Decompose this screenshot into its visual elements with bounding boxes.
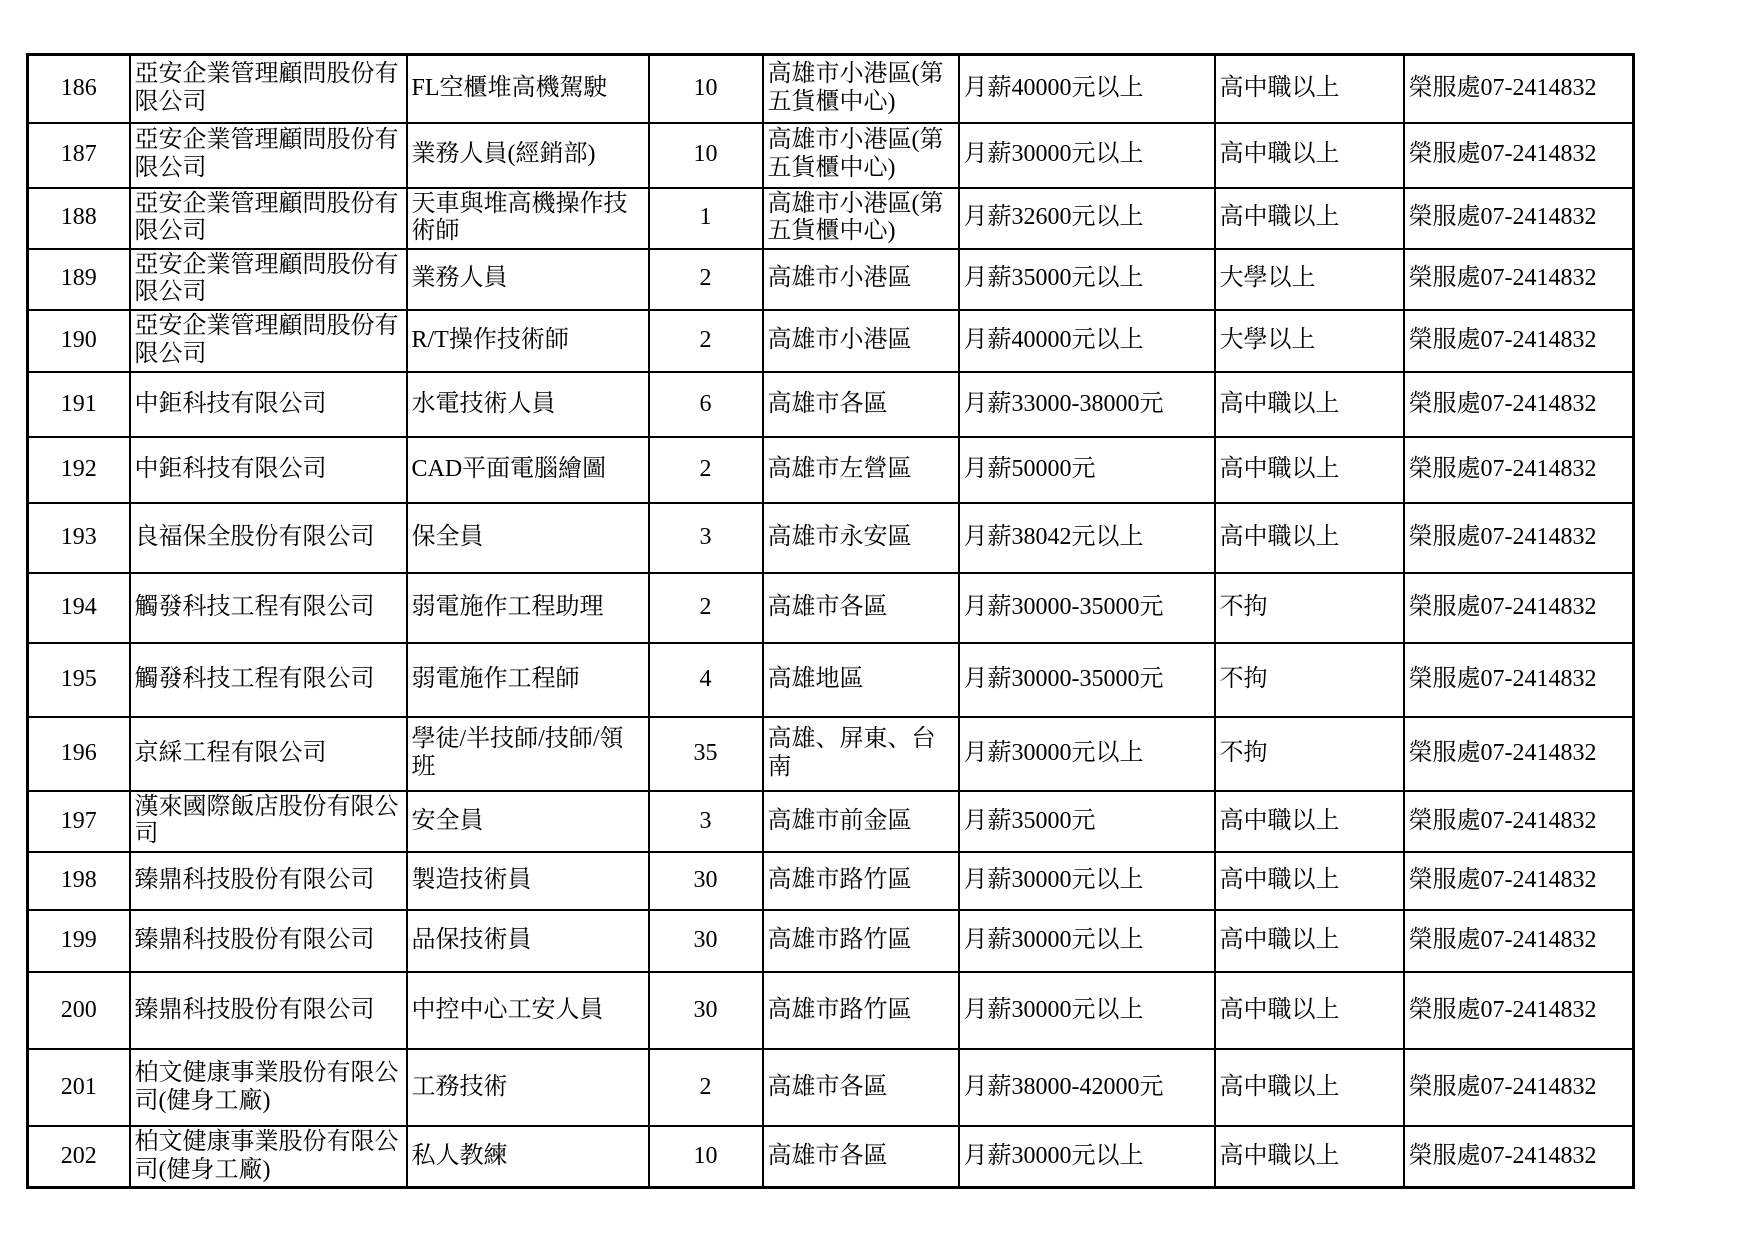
education-cell: 高中職以上	[1215, 791, 1404, 852]
openings-cell: 3	[649, 503, 763, 573]
education-cell: 不拘	[1215, 717, 1404, 791]
company-cell: 中鉅科技有限公司	[130, 437, 407, 503]
openings-cell: 2	[649, 1049, 763, 1126]
openings-cell: 2	[649, 573, 763, 643]
openings-cell: 30	[649, 910, 763, 972]
openings-cell: 10	[649, 1126, 763, 1188]
salary-cell: 月薪30000元以上	[959, 910, 1215, 972]
openings-cell: 30	[649, 852, 763, 910]
openings-cell: 2	[649, 310, 763, 372]
education-cell: 高中職以上	[1215, 503, 1404, 573]
row-number-cell: 189	[28, 249, 130, 310]
openings-cell: 4	[649, 643, 763, 717]
salary-cell: 月薪35000元以上	[959, 249, 1215, 310]
row-number-cell: 194	[28, 573, 130, 643]
salary-cell: 月薪38042元以上	[959, 503, 1215, 573]
salary-cell: 月薪38000-42000元	[959, 1049, 1215, 1126]
education-cell: 高中職以上	[1215, 1126, 1404, 1188]
education-cell: 高中職以上	[1215, 123, 1404, 188]
openings-cell: 35	[649, 717, 763, 791]
job-listing-table	[26, 53, 1635, 1189]
location-cell: 高雄市路竹區	[763, 852, 959, 910]
company-cell: 亞安企業管理顧問股份有限公司	[130, 249, 407, 310]
contact-cell: 榮服處07-2414832	[1404, 573, 1634, 643]
row-number-cell: 186	[28, 55, 130, 123]
table-row	[28, 437, 1634, 503]
table-row	[28, 1126, 1634, 1188]
row-number-cell: 192	[28, 437, 130, 503]
company-cell: 觸發科技工程有限公司	[130, 573, 407, 643]
row-number-cell: 199	[28, 910, 130, 972]
salary-cell: 月薪40000元以上	[959, 310, 1215, 372]
education-cell: 高中職以上	[1215, 972, 1404, 1049]
company-cell: 亞安企業管理顧問股份有限公司	[130, 310, 407, 372]
salary-cell: 月薪30000元以上	[959, 717, 1215, 791]
table-row	[28, 717, 1634, 791]
education-cell: 大學以上	[1215, 310, 1404, 372]
salary-cell: 月薪30000元以上	[959, 972, 1215, 1049]
table-row	[28, 852, 1634, 910]
job-title-cell: R/T操作技術師	[407, 310, 649, 372]
company-cell: 臻鼎科技股份有限公司	[130, 972, 407, 1049]
education-cell: 高中職以上	[1215, 188, 1404, 249]
location-cell: 高雄市永安區	[763, 503, 959, 573]
job-title-cell: 私人教練	[407, 1126, 649, 1188]
contact-cell: 榮服處07-2414832	[1404, 55, 1634, 123]
table-row	[28, 910, 1634, 972]
location-cell: 高雄市各區	[763, 1126, 959, 1188]
job-title-cell: 工務技術	[407, 1049, 649, 1126]
table-row	[28, 1049, 1634, 1126]
location-cell: 高雄市小港區	[763, 249, 959, 310]
company-cell: 京綵工程有限公司	[130, 717, 407, 791]
salary-cell: 月薪30000-35000元	[959, 643, 1215, 717]
contact-cell: 榮服處07-2414832	[1404, 372, 1634, 437]
education-cell: 高中職以上	[1215, 852, 1404, 910]
openings-cell: 2	[649, 249, 763, 310]
row-number-cell: 198	[28, 852, 130, 910]
row-number-cell: 202	[28, 1126, 130, 1188]
location-cell: 高雄市路竹區	[763, 972, 959, 1049]
education-cell: 不拘	[1215, 573, 1404, 643]
salary-cell: 月薪30000-35000元	[959, 573, 1215, 643]
contact-cell: 榮服處07-2414832	[1404, 123, 1634, 188]
education-cell: 大學以上	[1215, 249, 1404, 310]
company-cell: 亞安企業管理顧問股份有限公司	[130, 188, 407, 249]
row-number-cell: 196	[28, 717, 130, 791]
table-body	[28, 55, 1634, 1188]
contact-cell: 榮服處07-2414832	[1404, 437, 1634, 503]
salary-cell: 月薪30000元以上	[959, 1126, 1215, 1188]
openings-cell: 10	[649, 55, 763, 123]
table-row	[28, 310, 1634, 372]
job-title-cell: 學徒/半技師/技師/領班	[407, 717, 649, 791]
education-cell: 不拘	[1215, 643, 1404, 717]
salary-cell: 月薪40000元以上	[959, 55, 1215, 123]
job-title-cell: 弱電施作工程助理	[407, 573, 649, 643]
company-cell: 臻鼎科技股份有限公司	[130, 852, 407, 910]
table-row	[28, 372, 1634, 437]
table-row	[28, 249, 1634, 310]
row-number-cell: 200	[28, 972, 130, 1049]
table-row	[28, 573, 1634, 643]
job-title-cell: FL空櫃堆高機駕駛	[407, 55, 649, 123]
contact-cell: 榮服處07-2414832	[1404, 643, 1634, 717]
row-number-cell: 193	[28, 503, 130, 573]
contact-cell: 榮服處07-2414832	[1404, 249, 1634, 310]
row-number-cell: 197	[28, 791, 130, 852]
salary-cell: 月薪35000元	[959, 791, 1215, 852]
job-title-cell: 業務人員	[407, 249, 649, 310]
location-cell: 高雄市各區	[763, 573, 959, 643]
job-title-cell: 中控中心工安人員	[407, 972, 649, 1049]
job-title-cell: 品保技術員	[407, 910, 649, 972]
education-cell: 高中職以上	[1215, 55, 1404, 123]
location-cell: 高雄市小港區(第五貨櫃中心)	[763, 55, 959, 123]
contact-cell: 榮服處07-2414832	[1404, 972, 1634, 1049]
education-cell: 高中職以上	[1215, 372, 1404, 437]
location-cell: 高雄市路竹區	[763, 910, 959, 972]
row-number-cell: 201	[28, 1049, 130, 1126]
row-number-cell: 190	[28, 310, 130, 372]
job-title-cell: 保全員	[407, 503, 649, 573]
openings-cell: 10	[649, 123, 763, 188]
salary-cell: 月薪30000元以上	[959, 852, 1215, 910]
job-title-cell: 水電技術人員	[407, 372, 649, 437]
openings-cell: 2	[649, 437, 763, 503]
table-row	[28, 972, 1634, 1049]
location-cell: 高雄市小港區(第五貨櫃中心)	[763, 123, 959, 188]
contact-cell: 榮服處07-2414832	[1404, 1049, 1634, 1126]
company-cell: 中鉅科技有限公司	[130, 372, 407, 437]
job-title-cell: 弱電施作工程師	[407, 643, 649, 717]
contact-cell: 榮服處07-2414832	[1404, 717, 1634, 791]
education-cell: 高中職以上	[1215, 1049, 1404, 1126]
location-cell: 高雄市小港區(第五貨櫃中心)	[763, 188, 959, 249]
table-row	[28, 791, 1634, 852]
table-row	[28, 55, 1634, 123]
location-cell: 高雄、屏東、台南	[763, 717, 959, 791]
company-cell: 臻鼎科技股份有限公司	[130, 910, 407, 972]
company-cell: 良福保全股份有限公司	[130, 503, 407, 573]
row-number-cell: 195	[28, 643, 130, 717]
openings-cell: 1	[649, 188, 763, 249]
company-cell: 柏文健康事業股份有限公司(健身工廠)	[130, 1049, 407, 1126]
salary-cell: 月薪30000元以上	[959, 123, 1215, 188]
contact-cell: 榮服處07-2414832	[1404, 791, 1634, 852]
company-cell: 亞安企業管理顧問股份有限公司	[130, 55, 407, 123]
contact-cell: 榮服處07-2414832	[1404, 310, 1634, 372]
education-cell: 高中職以上	[1215, 437, 1404, 503]
location-cell: 高雄市各區	[763, 372, 959, 437]
company-cell: 觸發科技工程有限公司	[130, 643, 407, 717]
location-cell: 高雄市各區	[763, 1049, 959, 1126]
table-row	[28, 188, 1634, 249]
openings-cell: 3	[649, 791, 763, 852]
salary-cell: 月薪50000元	[959, 437, 1215, 503]
location-cell: 高雄市左營區	[763, 437, 959, 503]
job-title-cell: 業務人員(經銷部)	[407, 123, 649, 188]
location-cell: 高雄市前金區	[763, 791, 959, 852]
company-cell: 柏文健康事業股份有限公司(健身工廠)	[130, 1126, 407, 1188]
company-cell: 亞安企業管理顧問股份有限公司	[130, 123, 407, 188]
location-cell: 高雄地區	[763, 643, 959, 717]
openings-cell: 30	[649, 972, 763, 1049]
openings-cell: 6	[649, 372, 763, 437]
job-title-cell: 天車與堆高機操作技術師	[407, 188, 649, 249]
table-row	[28, 643, 1634, 717]
location-cell: 高雄市小港區	[763, 310, 959, 372]
job-title-cell: CAD平面電腦繪圖	[407, 437, 649, 503]
contact-cell: 榮服處07-2414832	[1404, 503, 1634, 573]
salary-cell: 月薪32600元以上	[959, 188, 1215, 249]
job-title-cell: 安全員	[407, 791, 649, 852]
contact-cell: 榮服處07-2414832	[1404, 188, 1634, 249]
education-cell: 高中職以上	[1215, 910, 1404, 972]
table-row	[28, 503, 1634, 573]
contact-cell: 榮服處07-2414832	[1404, 852, 1634, 910]
contact-cell: 榮服處07-2414832	[1404, 1126, 1634, 1188]
row-number-cell: 187	[28, 123, 130, 188]
job-title-cell: 製造技術員	[407, 852, 649, 910]
row-number-cell: 188	[28, 188, 130, 249]
table-row	[28, 123, 1634, 188]
contact-cell: 榮服處07-2414832	[1404, 910, 1634, 972]
company-cell: 漢來國際飯店股份有限公司	[130, 791, 407, 852]
row-number-cell: 191	[28, 372, 130, 437]
salary-cell: 月薪33000-38000元	[959, 372, 1215, 437]
